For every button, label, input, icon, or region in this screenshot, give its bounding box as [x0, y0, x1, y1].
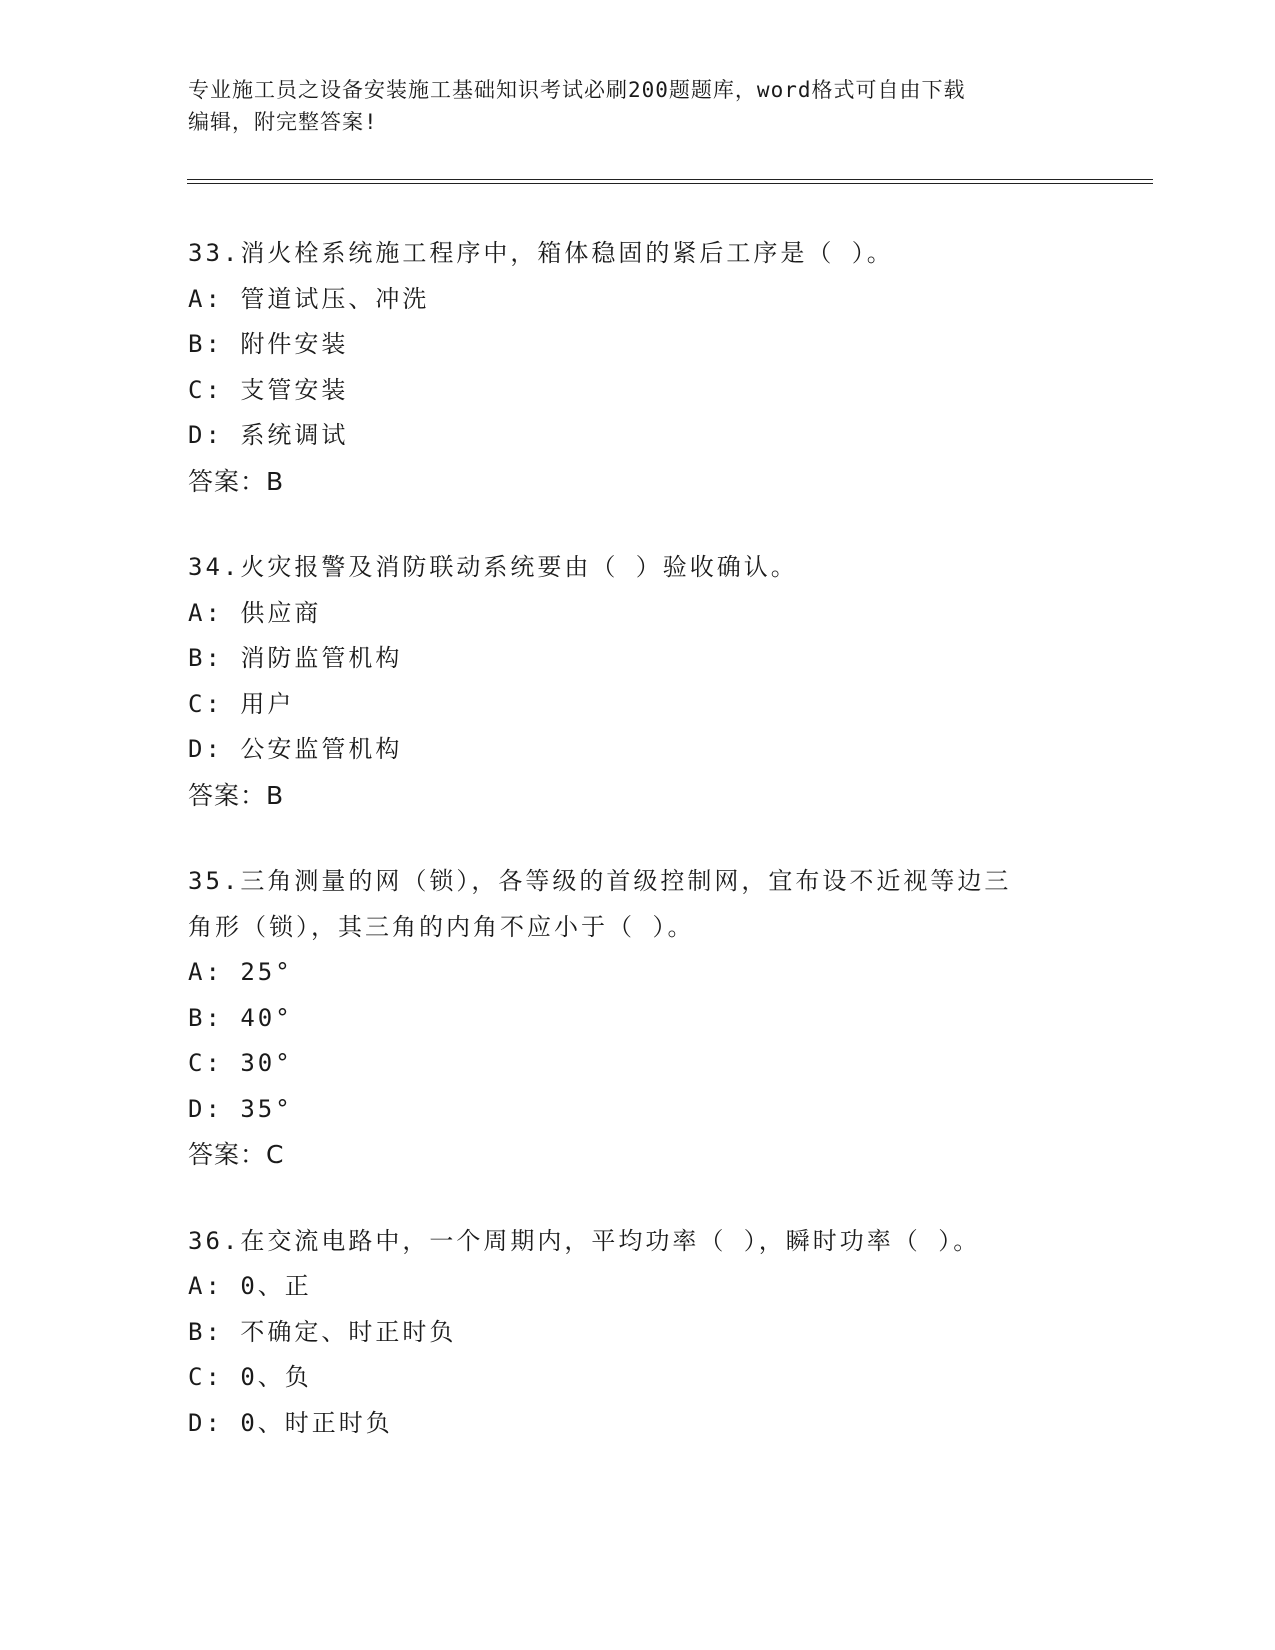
- option-c: C: 支管安装: [188, 375, 349, 404]
- question-stem-line-2: 角形（锁），其三角的内角不应小于（ ）。: [188, 912, 695, 941]
- question-33: [188, 231, 1108, 504]
- option-d: D: 系统调试: [188, 421, 349, 449]
- option-b: B: 消防监管机构: [188, 644, 403, 672]
- option-a: A: 管道试压、冲洗: [188, 284, 430, 313]
- answer-label: 答案：B: [188, 466, 285, 496]
- answer-label: 答案：C: [188, 1140, 285, 1169]
- question-35: [188, 859, 1108, 1178]
- header-title-line-2: 编辑，附完整答案!: [188, 110, 378, 134]
- option-d: D: 公安监管机构: [188, 735, 403, 763]
- question-stem: 36.在交流电路中，一个周期内，平均功率（ ），瞬时功率（ ）。: [188, 1226, 981, 1255]
- option-b: B: 附件安装: [188, 330, 349, 358]
- answer-label: 答案：B: [188, 780, 285, 810]
- option-a: A: 25°: [188, 958, 293, 986]
- option-c: C: 0、负: [188, 1363, 312, 1391]
- option-c: C: 30°: [188, 1049, 293, 1077]
- question-34: [188, 545, 1108, 818]
- option-b: B: 40°: [188, 1003, 293, 1032]
- option-b: B: 不确定、时正时负: [188, 1317, 457, 1346]
- option-a: A: 供应商: [188, 598, 322, 627]
- question-36: [188, 1219, 1108, 1447]
- option-d: D: 0、时正时负: [188, 1408, 393, 1437]
- header-divider-bottom: [187, 183, 1153, 184]
- question-stem: 34.火灾报警及消防联动系统要由（ ）验收确认。: [188, 553, 798, 581]
- option-c: C: 用户: [188, 689, 295, 718]
- question-list: [188, 231, 1108, 1487]
- option-a: A: 0、正: [188, 1272, 312, 1300]
- header-divider-top: [187, 179, 1153, 180]
- header-title-line-1: 专业施工员之设备安装施工基础知识考试必刷200题题库，word格式可自由下载: [188, 78, 966, 102]
- question-stem: 33.消火栓系统施工程序中，箱体稳固的紧后工序是（ ）。: [188, 239, 894, 267]
- question-stem-line-1: 35.三角测量的网（锁），各等级的首级控制网，宜布设不近视等边三: [188, 867, 1012, 895]
- document-header: [188, 74, 1088, 138]
- option-d: D: 35°: [188, 1094, 293, 1123]
